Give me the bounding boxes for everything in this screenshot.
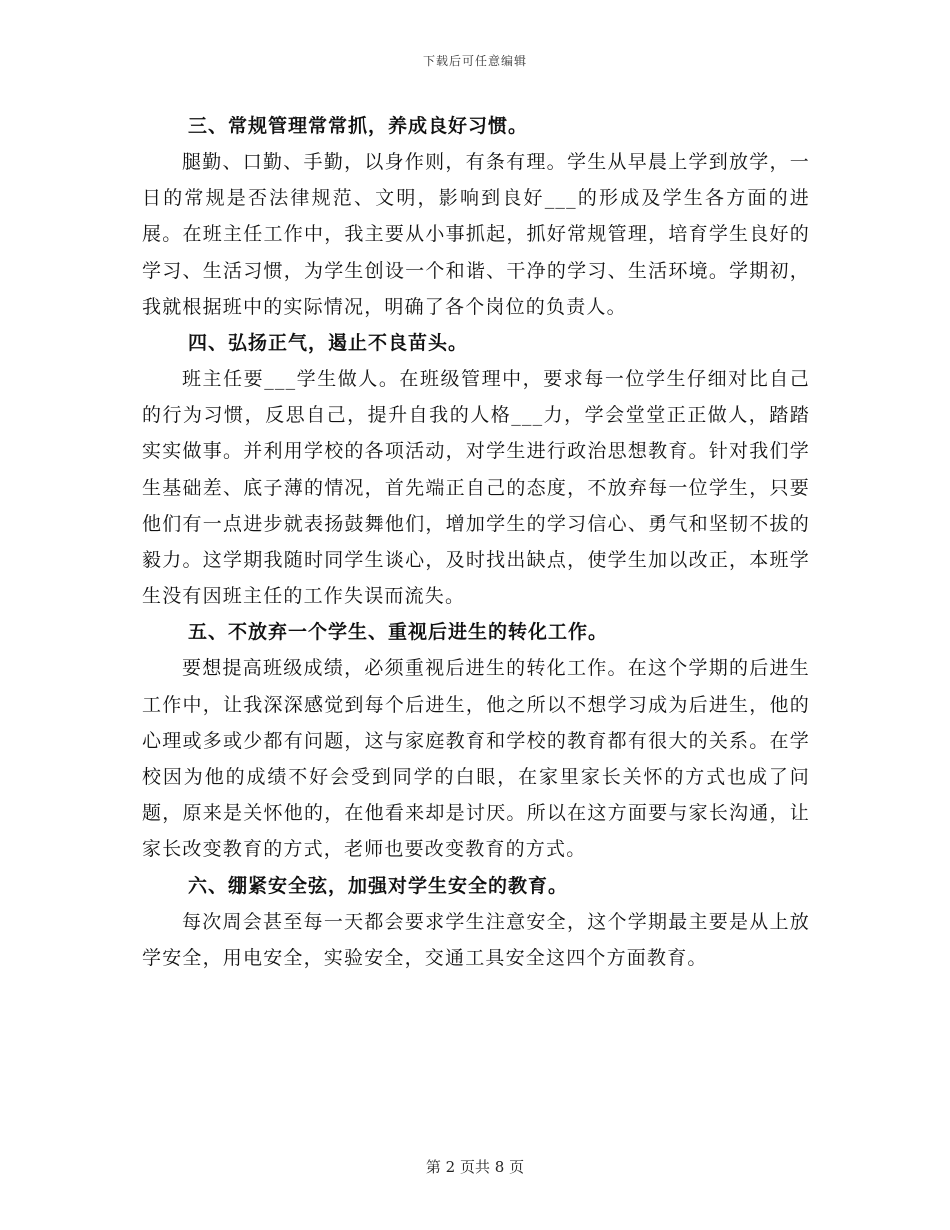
section-heading-5: 五、不放弃一个学生、重视后进生的转化工作。 (188, 621, 609, 644)
page-header: 下载后可任意编辑 (422, 54, 527, 68)
section-paragraph-4: 班主任要___学生做人。在班级管理中，要求每一位学生仔细对比自己的行为习惯，反思自己，提升自我的人格___力，学会堂堂正正做人，踏踏实实做事。并利用学校的各项活动，对学生进行政治思想教育。针对我们学生基础差、底子薄的情况，首先端正自己的态度，不放弃每一位学生，只要他们有一点进步就表扬鼓舞他们，增加学生的学习信心、勇气和坚韧不拔的毅力。这学期我随时同学生谈心，及时找出缺点，使学生加以改正，本班学生没有因班主任的工作失误而流失。 (142, 368, 810, 608)
document-body (142, 108, 810, 976)
section-heading-3: 三、常规管理常常抓，养成良好习惯。 (188, 115, 529, 137)
section-heading-4: 四、弘扬正气，遏止不良苗头。 (188, 332, 469, 355)
section-heading-6: 六、绷紧安全弦，加强对学生安全的教育。 (188, 874, 569, 897)
page-number-footer: 第 2 页共 8 页 (425, 1158, 525, 1176)
section-paragraph-3: 腿勤、口勤、手勤，以身作则，有条有理。学生从早晨上学到放学，一日的常规是否法律规范、文明，影响到良好___的形成及学生各方面的进展。在班主任工作中，我主要从小事抓起，抓好常规管理，培育学生良好的学习、生活习惯，为学生创设一个和谐、干净的学习、生活环境。学期初，我就根据班中的实际情况，明确了各个岗位的负责人。 (142, 151, 810, 318)
section-paragraph-5: 要想提高班级成绩，必须重视后进生的转化工作。在这个学期的后进生工作中，让我深深感觉到每个后进生，他之所以不想学习成为后进生，他的心理或多或少都有问题，这与家庭教育和学校的教育都有很大的关系。在学校因为他的成绩不好会受到同学的白眼，在家里家长关怀的方式也成了问题，原来是关怀他的，在他看来却是讨厌。所以在这方面要与家长沟通，让家长改变教育的方式，老师也要改变教育的方式。 (142, 657, 810, 861)
section-paragraph-6: 每次周会甚至每一天都会要求学生注意安全，这个学期最主要是从上放学安全，用电安全，实验安全，交通工具安全这四个方面教育。 (142, 910, 810, 969)
